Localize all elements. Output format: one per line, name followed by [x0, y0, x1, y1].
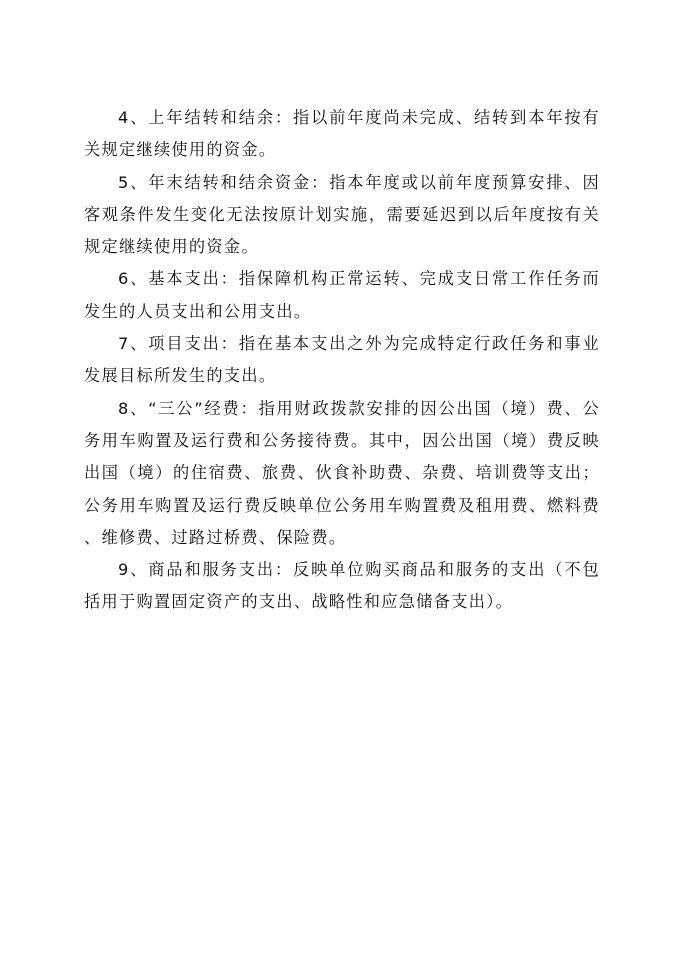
- paragraph-item-9: 9、商品和服务支出：反映单位购买商品和服务的支出（不包括用于购置固定资产的支出、战略性和应急储备支出）。: [84, 560, 600, 612]
- paragraph-item-4: 4、上年结转和结余：指以前年度尚未完成、结转到本年按有关规定继续使用的资金。: [84, 108, 600, 160]
- paragraph-item-6: 6、基本支出：指保障机构正常运转、完成支日常工作任务而发生的人员支出和公用支出。: [84, 269, 600, 321]
- paragraph-item-7: 7、项目支出：指在基本支出之外为完成特定行政任务和事业发展目标所发生的支出。: [84, 334, 600, 386]
- document-body: [84, 102, 600, 619]
- paragraph-item-8: 8、“三公”经费：指用财政拨款安排的因公出国（境）费、公务用车购置及运行费和公务接待费。其中，因公出国（境）费反映出国（境）的住宿费、旅费、伙食补助费、杂费、培训费等支出；公务用车购置及运行费反映单位公务用车购置费及租用费、燃料费、维修费、过路过桥费、保险费。: [84, 398, 600, 547]
- paragraph-item-5: 5、年末结转和结余资金：指本年度或以前年度预算安排、因客观条件发生变化无法按原计划实施，需要延迟到以后年度按有关规定继续使用的资金。: [84, 172, 600, 257]
